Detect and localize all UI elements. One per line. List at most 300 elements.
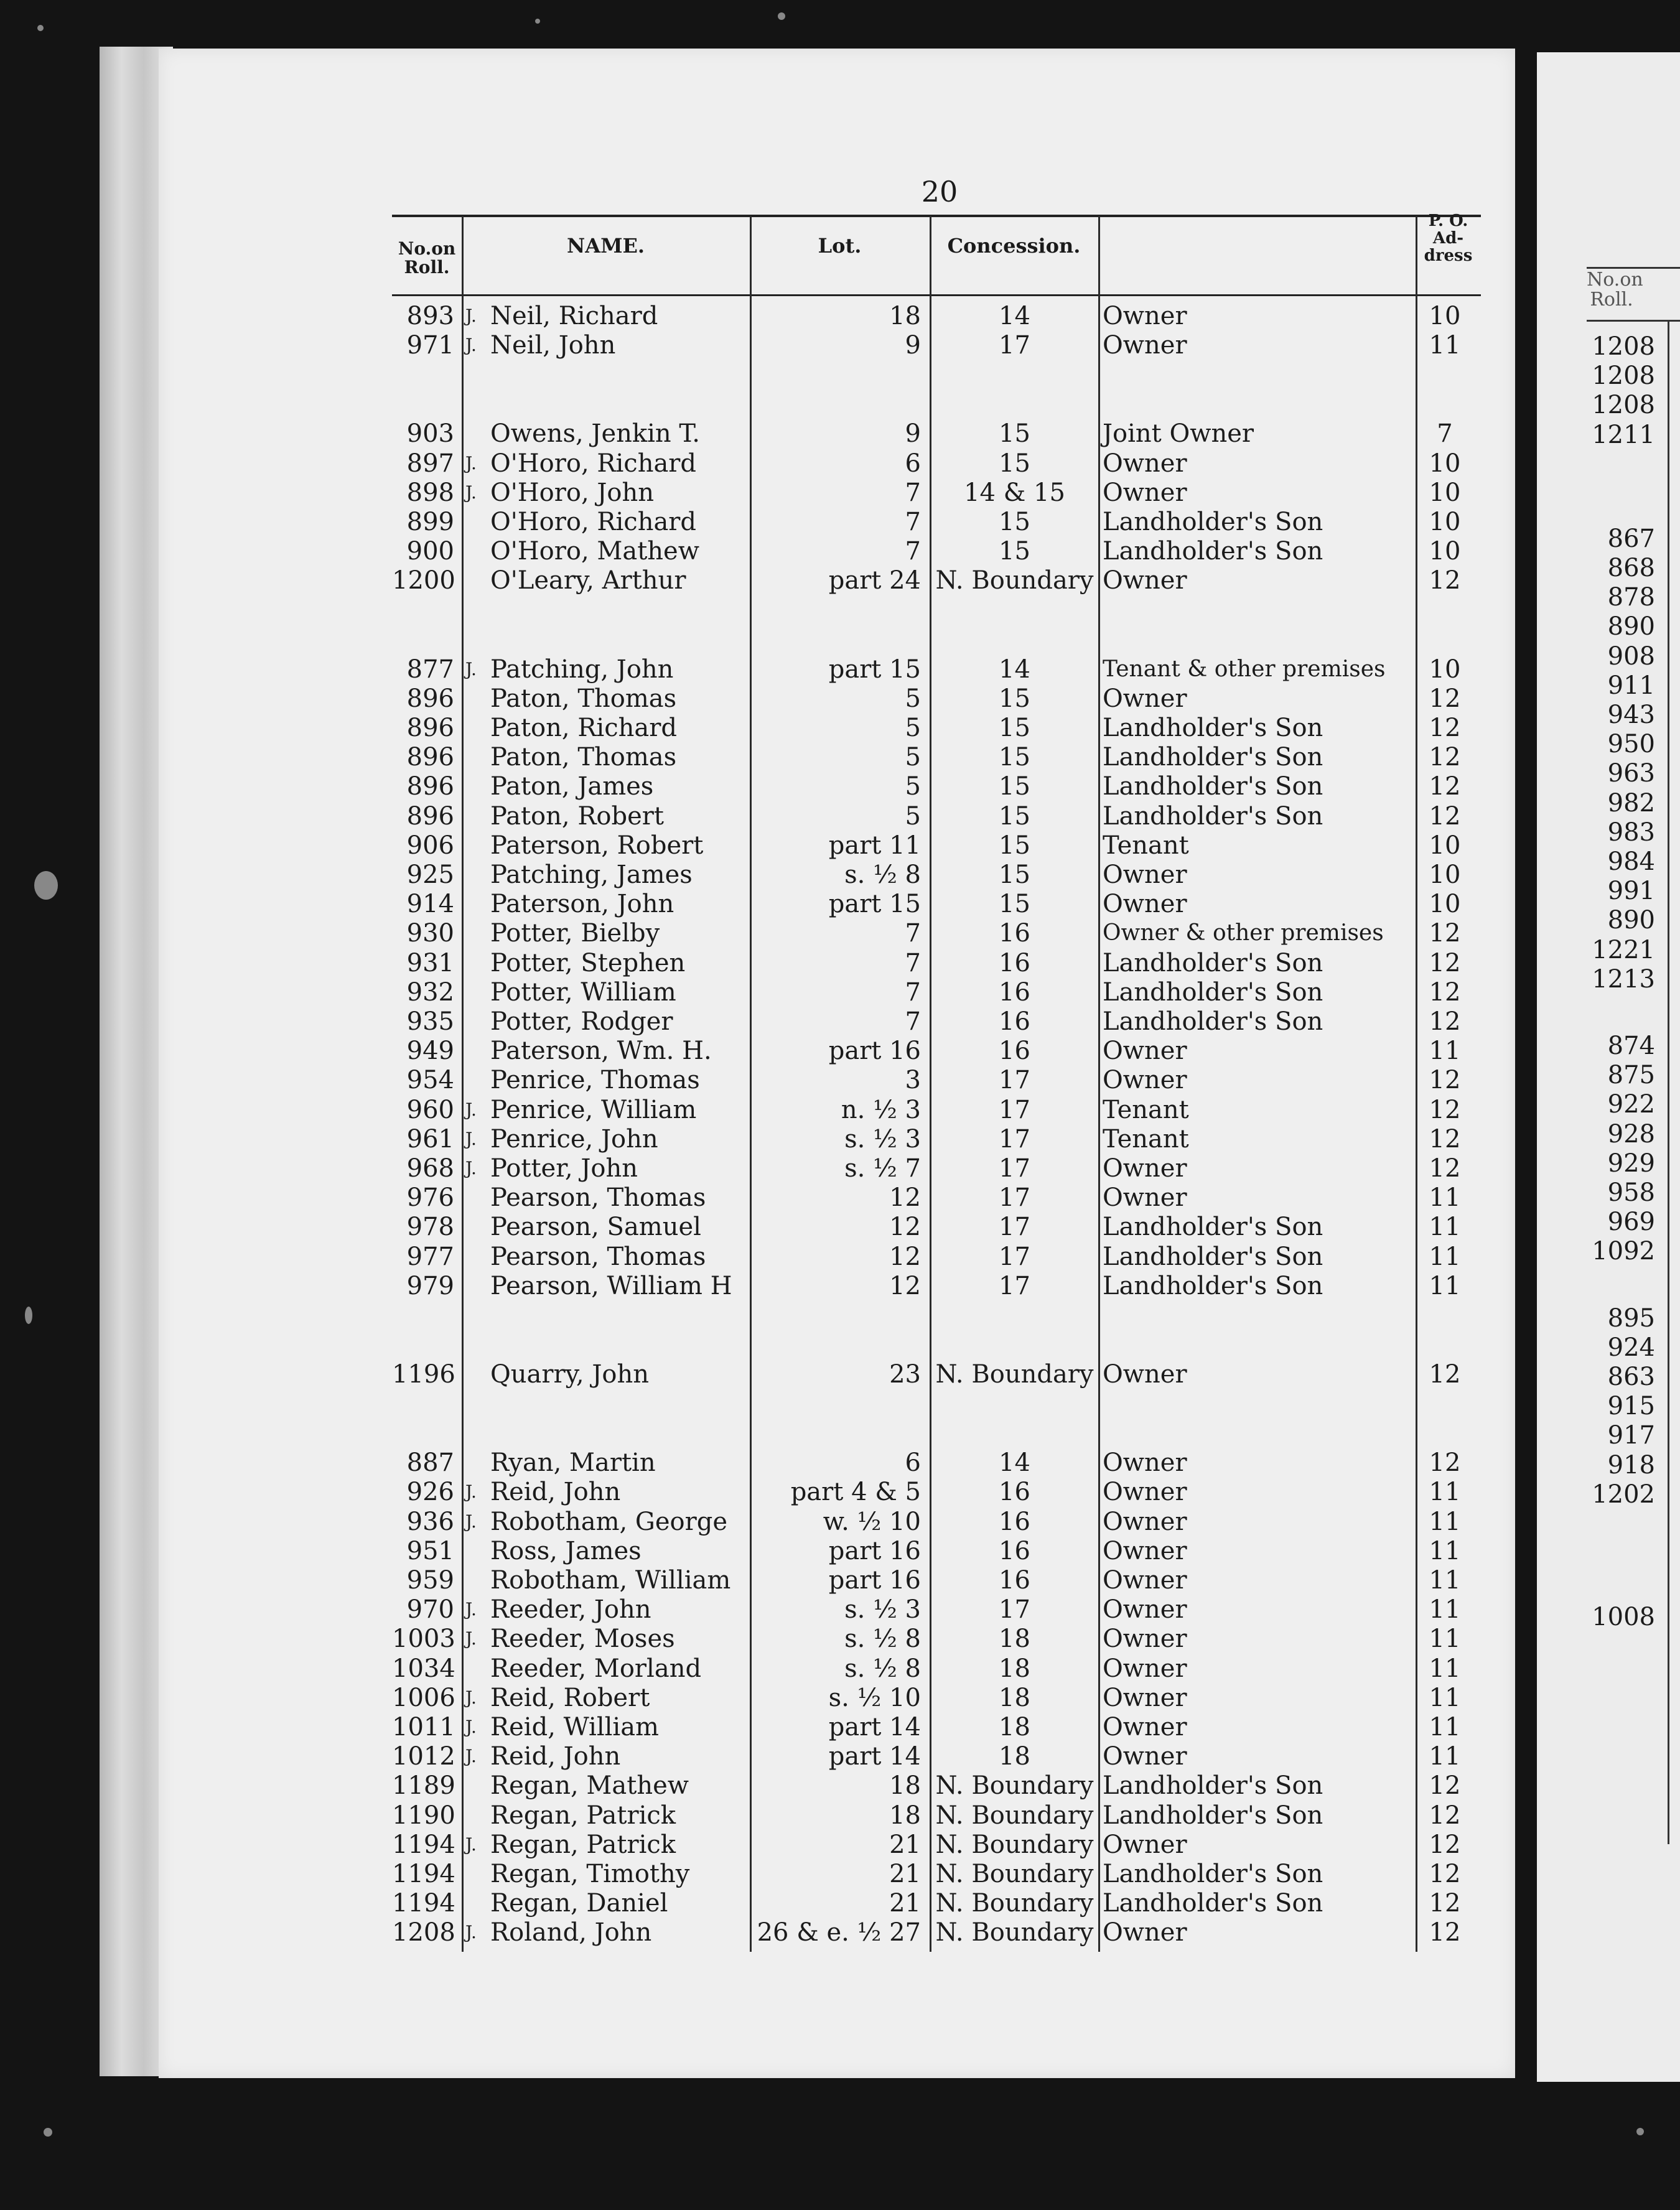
po-address: 12: [1429, 1889, 1461, 1918]
juror-mark: J.: [465, 482, 477, 503]
po-address: 10: [1429, 302, 1461, 330]
po-address: 11: [1429, 1713, 1461, 1741]
concession-value: 17: [999, 1242, 1030, 1271]
adjacent-roll-number: 1208: [1592, 361, 1655, 391]
adjacent-roll-number: 874: [1607, 1032, 1655, 1060]
qualification-description: Tenant: [1103, 831, 1189, 860]
table-row: [392, 1508, 1481, 1536]
scan-speck: [37, 25, 44, 31]
po-address: 12: [1429, 1830, 1461, 1859]
voter-name: Neil, John: [490, 331, 616, 360]
concession-value: 18: [999, 1654, 1030, 1683]
lot-value: s. ½ 3: [844, 1595, 921, 1625]
po-address: 11: [1429, 1242, 1461, 1271]
adjacent-roll-number: 890: [1607, 906, 1655, 935]
qualification-description: Landholder's Son: [1103, 948, 1323, 977]
concession-value: 15: [999, 508, 1030, 536]
table-row: [392, 655, 1481, 684]
voter-name: Ross, James: [490, 1536, 642, 1565]
qualification-description: Owner: [1103, 478, 1187, 507]
voter-name: Regan, Patrick: [490, 1801, 676, 1830]
juror-mark: J.: [465, 1158, 477, 1178]
scan-speck: [535, 19, 540, 24]
voter-name: Potter, Bielby: [490, 919, 660, 948]
po-address: 12: [1429, 714, 1461, 742]
lot-value: s. ½ 8: [844, 1654, 921, 1683]
adjacent-roll-number: 924: [1607, 1333, 1655, 1362]
voter-name: Neil, Richard: [490, 302, 658, 330]
qualification-description: Owner: [1103, 1536, 1187, 1565]
roll-number: 935: [406, 1007, 454, 1036]
table-row: [392, 1478, 1481, 1506]
lot-value: s. ½ 8: [844, 860, 921, 889]
qualification-description: Owner: [1103, 1625, 1187, 1654]
voter-name: Potter, William: [490, 977, 676, 1007]
roll-number: 925: [406, 860, 454, 889]
roll-number: 900: [406, 537, 454, 566]
concession-value: 17: [999, 331, 1030, 360]
table-row: [392, 714, 1481, 742]
table-row: [392, 1918, 1481, 1947]
po-address: 12: [1429, 1918, 1461, 1947]
voter-name: Reeder, John: [490, 1595, 651, 1625]
roll-number: 1208: [392, 1918, 455, 1947]
table-row: [392, 449, 1481, 478]
voter-name: Ryan, Martin: [490, 1448, 656, 1478]
lot-value: 3: [905, 1066, 921, 1095]
header-roll: No.on Roll.: [398, 238, 456, 277]
juror-mark: J.: [465, 658, 477, 679]
concession-value: 17: [999, 1154, 1030, 1183]
qualification-description: Landholder's Son: [1103, 977, 1323, 1007]
adjacent-roll-number: 1211: [1592, 420, 1655, 449]
po-address: 12: [1429, 1448, 1461, 1478]
juror-mark: J.: [465, 305, 477, 326]
adjacent-roll-number: 895: [1607, 1303, 1655, 1333]
voter-name: Regan, Daniel: [490, 1889, 668, 1918]
roll-number: 1194: [392, 1860, 455, 1888]
juror-mark: J.: [465, 1481, 477, 1503]
lot-value: part 15: [828, 655, 921, 684]
po-address: 10: [1429, 449, 1461, 478]
roll-number: 898: [406, 478, 454, 507]
table-row: [392, 1595, 1481, 1624]
concession-value: 15: [999, 743, 1030, 772]
lot-value: 12: [889, 1213, 921, 1242]
qualification-description: Landholder's Son: [1103, 1007, 1323, 1036]
concession-value: N. Boundary: [935, 1830, 1094, 1859]
po-address: 10: [1429, 508, 1461, 536]
po-address: 11: [1429, 1595, 1461, 1625]
roll-number: 960: [406, 1095, 454, 1124]
adjacent-roll-number: 928: [1607, 1119, 1655, 1149]
lot-value: 18: [889, 1771, 921, 1801]
roll-number: 1011: [392, 1713, 455, 1741]
qualification-description: Owner: [1103, 1478, 1187, 1507]
table-row: [392, 831, 1481, 860]
lot-value: s. ½ 8: [844, 1625, 921, 1654]
concession-value: 18: [999, 1683, 1030, 1712]
adjacent-roll-number: 863: [1607, 1363, 1655, 1391]
concession-value: 16: [999, 1478, 1030, 1507]
lot-value: 5: [905, 801, 921, 831]
lot-value: 21: [889, 1830, 921, 1859]
voter-name: Pearson, Thomas: [490, 1183, 706, 1213]
table-row: [392, 919, 1481, 948]
qualification-description: Owner: [1103, 1742, 1187, 1771]
lot-value: 12: [889, 1271, 921, 1300]
table-row: [392, 302, 1481, 330]
adjacent-roll-number: 908: [1607, 641, 1655, 671]
lot-value: 18: [889, 1801, 921, 1830]
table-row: [392, 508, 1481, 536]
scan-speck: [44, 2128, 52, 2137]
concession-value: 17: [999, 1066, 1030, 1095]
table-row: [392, 1096, 1481, 1124]
qualification-description: Landholder's Son: [1103, 743, 1323, 772]
concession-value: 18: [999, 1742, 1030, 1771]
po-address: 10: [1429, 478, 1461, 507]
po-address: 10: [1429, 537, 1461, 566]
adjacent-roll-number: 963: [1607, 759, 1655, 788]
lot-value: 21: [889, 1889, 921, 1918]
table-row: [392, 684, 1481, 713]
po-address: 12: [1429, 919, 1461, 948]
roll-number: 1190: [392, 1801, 455, 1830]
lot-value: 7: [905, 508, 921, 536]
adjacent-header-rule: [1587, 320, 1680, 322]
concession-value: 16: [999, 1536, 1030, 1565]
voter-name: Paton, Richard: [490, 714, 677, 742]
table-header-rule: [392, 294, 1481, 296]
qualification-description: Owner: [1103, 1183, 1187, 1213]
concession-value: 17: [999, 1183, 1030, 1213]
concession-value: 16: [999, 1566, 1030, 1595]
adjacent-roll-number: 1213: [1592, 964, 1655, 994]
lot-value: 5: [905, 684, 921, 713]
lot-value: 9: [905, 419, 921, 449]
lot-value: 5: [905, 743, 921, 772]
lot-value: part 15: [828, 890, 921, 919]
lot-value: 7: [905, 537, 921, 566]
table-row: [392, 331, 1481, 360]
concession-value: 15: [999, 772, 1030, 801]
lot-value: s. ½ 10: [828, 1683, 921, 1712]
qualification-description: Tenant: [1103, 1124, 1189, 1154]
table-row: [392, 1007, 1481, 1036]
qualification-description: Owner: [1103, 1360, 1187, 1389]
po-address: 12: [1429, 1066, 1461, 1095]
adjacent-header-roll: No.on Roll.: [1587, 269, 1643, 310]
adjacent-roll-number: 875: [1607, 1061, 1655, 1090]
concession-value: 15: [999, 801, 1030, 831]
qualification-description: Tenant: [1103, 1095, 1189, 1124]
voter-name: Reeder, Moses: [490, 1625, 675, 1654]
po-address: 11: [1429, 1213, 1461, 1242]
po-address: 11: [1429, 1037, 1461, 1066]
table-row: [392, 1154, 1481, 1183]
juror-mark: J.: [465, 1128, 477, 1149]
juror-mark: J.: [465, 1511, 477, 1532]
po-address: 12: [1429, 948, 1461, 977]
voter-name: Reid, William: [490, 1713, 659, 1741]
juror-mark: J.: [465, 1599, 477, 1620]
table-row: [392, 1860, 1481, 1888]
juror-mark: J.: [465, 1834, 477, 1855]
roll-number: 976: [406, 1183, 454, 1213]
roll-number: 899: [406, 508, 454, 536]
adjacent-roll-number: 929: [1607, 1149, 1655, 1178]
po-address: 12: [1429, 1007, 1461, 1036]
juror-mark: J.: [465, 1687, 477, 1708]
roll-number: 970: [406, 1595, 454, 1625]
page-number: 20: [921, 175, 958, 208]
voter-name: O'Leary, Arthur: [490, 566, 686, 595]
voter-name: Regan, Mathew: [490, 1771, 689, 1801]
adjacent-page: [1537, 52, 1680, 2082]
lot-value: 23: [889, 1360, 921, 1389]
table-row: [392, 537, 1481, 566]
table-row: [392, 419, 1481, 448]
table-row: [392, 1448, 1481, 1477]
voter-name: O'Horo, John: [490, 478, 655, 507]
po-address: 12: [1429, 1095, 1461, 1124]
roll-number: 896: [406, 714, 454, 742]
qualification-description: Owner: [1103, 449, 1187, 478]
concession-value: 14 & 15: [964, 478, 1065, 507]
roll-number: 1200: [392, 566, 455, 595]
table-row: [392, 949, 1481, 977]
concession-value: 16: [999, 1007, 1030, 1036]
lot-value: 7: [905, 478, 921, 507]
table-row: [392, 978, 1481, 1007]
concession-value: N. Boundary: [935, 1771, 1094, 1801]
roll-number: 1189: [392, 1771, 455, 1801]
concession-value: 17: [999, 1124, 1030, 1154]
voter-name: Robotham, William: [490, 1566, 731, 1595]
roll-number: 1006: [392, 1683, 455, 1712]
table-row: [392, 743, 1481, 772]
concession-value: 16: [999, 948, 1030, 977]
scan-speck: [778, 12, 785, 20]
qualification-description: Owner: [1103, 890, 1187, 919]
concession-value: 18: [999, 1713, 1030, 1741]
po-address: 11: [1429, 1566, 1461, 1595]
table-row: [392, 1889, 1481, 1918]
juror-mark: J.: [465, 1746, 477, 1767]
voter-name: Reid, Robert: [490, 1683, 650, 1712]
qualification-description: Joint Owner: [1103, 419, 1254, 449]
roll-number: 931: [406, 948, 454, 977]
po-address: 11: [1429, 331, 1461, 360]
qualification-description: Landholder's Son: [1103, 1860, 1323, 1888]
lot-value: part 4 & 5: [790, 1478, 921, 1507]
roll-number: 978: [406, 1213, 454, 1242]
juror-mark: J.: [465, 452, 477, 473]
voter-name: O'Horo, Mathew: [490, 537, 699, 566]
voter-name: Potter, Stephen: [490, 948, 686, 977]
concession-value: N. Boundary: [935, 566, 1094, 595]
roll-number: 949: [406, 1037, 454, 1066]
po-address: 7: [1437, 419, 1453, 449]
roll-number: 1012: [392, 1742, 455, 1771]
qualification-description: Owner: [1103, 566, 1187, 595]
concession-value: 16: [999, 1037, 1030, 1066]
roll-number: 1194: [392, 1889, 455, 1918]
roll-number: 968: [406, 1154, 454, 1183]
roll-number: 926: [406, 1478, 454, 1507]
roll-number: 877: [406, 655, 454, 684]
roll-number: 897: [406, 449, 454, 478]
concession-value: 15: [999, 684, 1030, 713]
juror-mark: J.: [465, 1922, 477, 1943]
adjacent-roll-number: 950: [1607, 730, 1655, 759]
table-row: [392, 478, 1481, 507]
voter-name: Paterson, Robert: [490, 831, 704, 860]
adjacent-roll-number: 1202: [1592, 1480, 1655, 1509]
adjacent-roll-number: 984: [1607, 847, 1655, 876]
roll-number: 887: [406, 1448, 454, 1478]
roll-number: 914: [406, 890, 454, 919]
table-row: [392, 1066, 1481, 1094]
concession-value: 15: [999, 890, 1030, 919]
po-address: 11: [1429, 1683, 1461, 1712]
concession-value: 15: [999, 860, 1030, 889]
lot-value: part 14: [828, 1713, 921, 1741]
voter-name: Paton, Thomas: [490, 684, 677, 713]
voter-name: Patching, James: [490, 860, 693, 889]
po-address: 11: [1429, 1536, 1461, 1565]
voter-name: Penrice, William: [490, 1095, 697, 1124]
adjacent-roll-number: 958: [1607, 1178, 1655, 1207]
voter-name: Pearson, William H: [490, 1271, 732, 1300]
roll-number: 932: [406, 977, 454, 1007]
voter-name: Reid, John: [490, 1478, 621, 1507]
concession-value: 15: [999, 714, 1030, 742]
table-row: [392, 566, 1481, 595]
table-row: [392, 1360, 1481, 1389]
po-address: 11: [1429, 1478, 1461, 1507]
concession-value: N. Boundary: [935, 1889, 1094, 1918]
table-row: [392, 1037, 1481, 1065]
qualification-description: Owner & other premises: [1103, 920, 1384, 946]
table-row: [392, 1566, 1481, 1595]
concession-value: 16: [999, 919, 1030, 948]
concession-value: 14: [999, 1448, 1030, 1478]
roll-number: 979: [406, 1271, 454, 1300]
po-address: 12: [1429, 1154, 1461, 1183]
concession-value: N. Boundary: [935, 1801, 1094, 1830]
concession-value: 14: [999, 302, 1030, 330]
table-row: [392, 1213, 1481, 1241]
qualification-description: Landholder's Son: [1103, 1889, 1323, 1918]
adjacent-roll-number: 890: [1607, 612, 1655, 641]
voter-name: Patching, John: [490, 655, 674, 684]
voter-name: Paton, Robert: [490, 801, 664, 831]
po-address: 11: [1429, 1183, 1461, 1213]
table-row: [392, 1742, 1481, 1771]
adjacent-roll-number: 1208: [1592, 391, 1655, 420]
voter-name: Penrice, John: [490, 1124, 658, 1154]
qualification-description: Landholder's Son: [1103, 508, 1323, 536]
po-address: 12: [1429, 1124, 1461, 1154]
qualification-description: Landholder's Son: [1103, 1213, 1323, 1242]
lot-value: 7: [905, 977, 921, 1007]
lot-value: 6: [905, 1448, 921, 1478]
adjacent-column-divider: [1668, 320, 1669, 1844]
qualification-description: Landholder's Son: [1103, 801, 1323, 831]
adjacent-roll-number: 918: [1607, 1450, 1655, 1480]
lot-value: s. ½ 3: [844, 1124, 921, 1154]
po-address: 11: [1429, 1271, 1461, 1300]
qualification-description: Owner: [1103, 684, 1187, 713]
po-address: 10: [1429, 655, 1461, 684]
qualification-description: Owner: [1103, 1507, 1187, 1536]
juror-mark: J.: [465, 335, 477, 356]
po-address: 12: [1429, 566, 1461, 595]
concession-value: 16: [999, 1507, 1030, 1536]
table-row: [392, 890, 1481, 918]
qualification-description: Landholder's Son: [1103, 772, 1323, 801]
table-row: [392, 1272, 1481, 1300]
po-address: 12: [1429, 1771, 1461, 1801]
qualification-description: Tenant & other premises: [1103, 656, 1386, 682]
roll-number: 1003: [392, 1625, 455, 1654]
qualification-description: Owner: [1103, 1448, 1187, 1478]
roll-number: 959: [406, 1566, 454, 1595]
po-address: 10: [1429, 831, 1461, 860]
voter-name: Paton, James: [490, 772, 654, 801]
adjacent-roll-number: 868: [1607, 554, 1655, 582]
po-address: 11: [1429, 1742, 1461, 1771]
header-name: NAME.: [566, 234, 645, 258]
po-address: 10: [1429, 890, 1461, 919]
qualification-description: Owner: [1103, 1154, 1187, 1183]
voter-name: O'Horo, Richard: [490, 449, 697, 478]
header-concession: Concession.: [947, 234, 1081, 258]
concession-value: 17: [999, 1095, 1030, 1124]
qualification-description: Landholder's Son: [1103, 1771, 1323, 1801]
qualification-description: Owner: [1103, 1713, 1187, 1741]
concession-value: 14: [999, 655, 1030, 684]
table-top-rule: [392, 215, 1481, 217]
adjacent-roll-number: 943: [1607, 701, 1655, 729]
lot-value: part 16: [828, 1566, 921, 1595]
adjacent-roll-number: 911: [1607, 671, 1655, 700]
adjacent-roll-number: 922: [1607, 1090, 1655, 1119]
voters-list-table: [392, 208, 1481, 1957]
scan-speck: [25, 1307, 32, 1324]
adjacent-roll-number: 1008: [1592, 1603, 1655, 1631]
table-row: [392, 860, 1481, 889]
juror-mark: J.: [465, 1717, 477, 1737]
qualification-description: Owner: [1103, 1066, 1187, 1095]
qualification-description: Owner: [1103, 1595, 1187, 1625]
roll-number: 896: [406, 801, 454, 831]
qualification-description: Landholder's Son: [1103, 1801, 1323, 1830]
concession-value: N. Boundary: [935, 1860, 1094, 1888]
voter-name: Potter, Rodger: [490, 1007, 673, 1036]
lot-value: 6: [905, 449, 921, 478]
lot-value: 7: [905, 1007, 921, 1036]
qualification-description: Landholder's Son: [1103, 1271, 1323, 1300]
po-address: 12: [1429, 772, 1461, 801]
concession-value: 15: [999, 419, 1030, 449]
qualification-description: Owner: [1103, 1683, 1187, 1712]
qualification-description: Owner: [1103, 1918, 1187, 1947]
roll-number: 1194: [392, 1830, 455, 1859]
lot-value: n. ½ 3: [841, 1095, 921, 1124]
